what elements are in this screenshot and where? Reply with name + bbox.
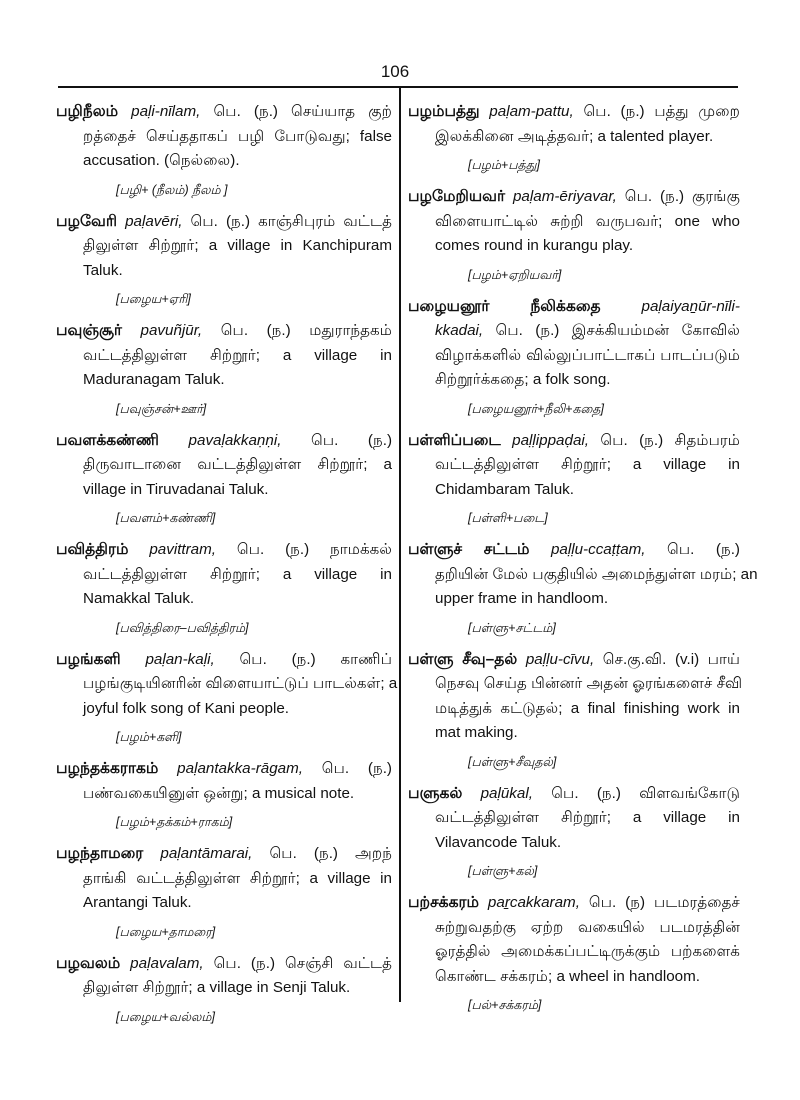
entry-line [56, 842, 392, 867]
entry-line [56, 125, 392, 150]
entry-line [56, 538, 392, 563]
transliteration: paḷḷippaḍai, [512, 431, 589, 449]
entry-line [56, 697, 392, 722]
entry-line [56, 757, 392, 782]
definition-text: joyful folk song of Kani people. [83, 699, 290, 717]
dictionary-entry [56, 100, 392, 200]
entry-line [408, 538, 740, 563]
entry-line [408, 319, 740, 344]
entry-line [56, 259, 392, 284]
entry-line [408, 721, 740, 746]
transliteration: paḷantakka-rāgam, [177, 760, 303, 777]
definition-text: சிற்றூர்க்கதை; a folk song. [435, 371, 611, 388]
headword: பள்ளிப்படை [408, 431, 501, 449]
definition-text: பெ. (ந) படமரத்தைச் [588, 894, 740, 911]
definition-text: பெ. (ந.) நாமக்கல் [236, 541, 392, 558]
etymology: [பழையனூர்+நீலி+கதை] [468, 401, 604, 416]
etymology: [பள்ளு+சீவுதல்] [468, 754, 557, 769]
headword: பழங்களி [56, 650, 121, 668]
entry-line [408, 344, 740, 369]
page-number: 106 [380, 62, 410, 81]
entry-line [408, 125, 740, 150]
definition-text: வட்டத்திலுள்ள சிற்றூர்; a village in [83, 565, 392, 583]
entry-line [408, 478, 740, 503]
etymology: [பவுஞ்சன்+ஊர்] [116, 401, 207, 416]
definition-text: பெ. (ந.) [321, 760, 392, 777]
entry-line [408, 697, 740, 722]
transliteration: paḷi-nīlam, [131, 103, 201, 120]
dictionary-entry [56, 757, 392, 832]
entry-line [56, 429, 392, 454]
entry-line [56, 344, 392, 369]
entry-line [56, 210, 392, 235]
headword: பவுஞ்சூர் [56, 322, 122, 339]
entry-line [408, 587, 740, 612]
definition-text: கொண்ட சக்கரம்; a wheel in handloom. [435, 967, 700, 985]
definition-text: வட்டத்திலுள்ள சிற்றூர்; a village in [83, 346, 392, 364]
definition-text: பெ. (ந.) காணிப் [239, 650, 392, 668]
entry-line [408, 234, 740, 259]
transliteration: paḷḷu-ccaṭṭam, [550, 541, 646, 558]
dictionary-entry [408, 185, 740, 285]
dictionary-entry [56, 429, 392, 529]
left-column [56, 100, 398, 1037]
definition-text: Maduranagam Taluk. [83, 371, 225, 388]
definition-text: வட்டத்திலுள்ள சிற்றூர்; a village in [435, 456, 740, 473]
definition-text: ஓரத்தில் அமைக்கப்பட்டிருக்கும் பற்களைக் [435, 943, 740, 960]
headword: பழம்பத்து [408, 103, 480, 120]
entry-line [56, 867, 392, 892]
dictionary-entry [408, 429, 740, 529]
dictionary-entry [408, 782, 740, 882]
entry-line [408, 965, 740, 990]
definition-text: திலுள்ள சிற்றூர்; a village in Senji Taluk. [83, 979, 351, 996]
entry-line [408, 368, 740, 393]
headword: பழமேறியவர் [408, 188, 506, 205]
entry-line [408, 210, 740, 235]
definition-text: village in Tiruvadanai Taluk. [83, 480, 269, 498]
transliteration: paḷaiyaṉūr-nīli- [641, 297, 740, 315]
entry-line [56, 648, 392, 673]
definition-text: பழங்குடியினரின் விளையாட்டுப் பாடல்கள்; a [83, 675, 398, 692]
entry-line [408, 100, 740, 125]
dictionary-entry [56, 952, 392, 1027]
entry-line [56, 952, 392, 977]
transliteration: paḷavēri, [125, 212, 183, 230]
etymology: [பழைய+வல்லம்] [116, 1009, 215, 1024]
headword: பழந்தாமரை [56, 845, 144, 862]
etymology: [பள்ளு+சட்டம்] [468, 620, 556, 635]
entry-line [408, 891, 740, 916]
headword: பழவலம் [56, 954, 121, 972]
entry-line [408, 429, 740, 454]
entry-line [56, 368, 392, 393]
transliteration: paḷam-pattu, [489, 103, 574, 120]
entry-line [408, 453, 740, 478]
definition-text: பெ. (ந.) செஞ்சி வட்டத் [213, 954, 392, 972]
entry-line [56, 782, 392, 807]
dictionary-entry [56, 210, 392, 310]
entry-line [56, 672, 398, 697]
definition-text: comes round in kurangu play. [435, 237, 634, 254]
definition-text: Chidambaram Taluk. [435, 480, 574, 498]
entry-line [56, 891, 392, 916]
entry-line [56, 149, 392, 174]
entry-line [56, 234, 392, 259]
transliteration: paḷantāmarai, [160, 845, 253, 862]
entry-line [408, 563, 758, 588]
definition-text: பெ. (ந.) விளவங்கோடு [551, 784, 740, 802]
etymology: [பள்ளி+படை] [468, 511, 548, 525]
entry-line [408, 185, 740, 210]
etymology: [பழைய+தாமரை] [116, 924, 216, 939]
etymology: [பல்+சக்கரம்] [468, 998, 542, 1012]
transliteration: paḷḷu-cīvu, [525, 650, 595, 668]
transliteration: paḷavalam, [130, 954, 204, 972]
definition-text: செ.கு.வி. (v.i) பாய் [602, 650, 740, 668]
definition-text: திருவாடானை வட்டத்திலுள்ள சிற்றூர்; a [83, 456, 392, 473]
definition-text: பெ. (ந.) [667, 541, 740, 558]
definition-text: accusation. (நெல்லை). [83, 152, 240, 169]
transliteration: paḷūkal, [480, 784, 533, 802]
definition-text: mat making. [435, 724, 518, 741]
entry-line [408, 672, 743, 697]
header-rule [58, 86, 738, 88]
headword: பற்சக்கரம் [408, 894, 479, 911]
definition-text: நெசவு செய்த பின்னர் அதன் ஓரங்களைச் சீவி [435, 675, 743, 692]
definition-text: பண்வகையினுள் ஒன்று; a musical note. [83, 784, 355, 802]
entry-line [408, 916, 740, 941]
definition-text: பெ. (ந.) [311, 431, 392, 449]
definition-text: சுற்றுவதற்கு ஏற்ற வகையில் படமரத்தின் [435, 918, 740, 936]
definition-text: பெ. (ந.) செய்யாத குற் [213, 103, 392, 120]
transliteration: paḷam-ēriyavar, [512, 188, 617, 205]
headword: பழிநீலம் [56, 103, 119, 120]
dictionary-entry [408, 648, 743, 772]
definition-text: மடித்துக் கட்டுதல்; a final finishing work in [435, 699, 740, 717]
definition-text: Taluk. [83, 261, 123, 279]
entry-line [56, 587, 392, 612]
headword: பவளக்கண்ணி [56, 431, 159, 449]
definition-text: வட்டத்திலுள்ள சிற்றூர்; a village in [435, 809, 740, 826]
etymology: [பழி+ (நீலம்) நீலம் ] [116, 182, 228, 197]
entry-line [56, 976, 392, 1001]
definition-text: Vilavancode Taluk. [435, 833, 562, 851]
dictionary-entry [56, 648, 398, 748]
entry-line [408, 940, 740, 965]
definition-text: upper frame in handloom. [435, 590, 609, 607]
headword: பழவேரி [56, 212, 118, 230]
column-divider [399, 88, 401, 1002]
entry-line [408, 806, 740, 831]
entry-line [408, 295, 740, 320]
definition-text: இலக்கினை அடித்தவர்; a talented player. [435, 127, 714, 145]
headword: பளுகல் [408, 784, 463, 802]
definition-text: தாங்கி வட்டத்திலுள்ள சிற்றூர்; a village in [83, 869, 392, 887]
etymology: [பழம்+பத்து] [468, 158, 540, 172]
definition-text: பெ. (ந.) சிதம்பரம் [600, 431, 740, 449]
entry-line [408, 782, 740, 807]
definition-text: றத்தைச் செய்ததாகப் பழி போடுவது; false [83, 127, 392, 145]
definition-text: பெ. (ந.) காஞ்சிபுரம் வட்டத் [190, 212, 392, 230]
dictionary-entry [408, 295, 740, 419]
definition-text: விளையாட்டில் சுற்றி வருபவர்; one who [435, 212, 740, 230]
transliteration: pavittram, [149, 541, 217, 558]
etymology: [பழம்+தக்கம்+ராகம்] [116, 815, 233, 829]
headword: பள்ளுச் சட்டம் [408, 541, 530, 558]
transliteration: pavuñjūr, [140, 322, 203, 339]
definition-text: விழாக்களில் வில்லுப்பாட்டாகப் பாடப்படும் [435, 346, 740, 364]
definition-text: பெ. (ந.) மதுராந்தகம் [220, 322, 392, 339]
entry-line [408, 831, 740, 856]
right-column [408, 100, 758, 1025]
etymology: [பழைய+ஏரி] [116, 292, 191, 306]
definition-text: தறியின் மேல் பகுதியில் அமைந்துள்ள மரம்; an [435, 565, 758, 583]
transliteration: pavaḷakkaṇṇi, [188, 431, 282, 449]
headword: பவித்திரம் [56, 541, 129, 558]
entry-line [56, 453, 392, 478]
entry-line [408, 648, 740, 673]
headword: பள்ளு சீவு–தல் [408, 650, 518, 668]
entry-line [56, 100, 392, 125]
dictionary-entry [56, 319, 392, 419]
etymology: [பழம்+ஏறியவர்] [468, 267, 562, 282]
transliteration: kkadai, [435, 322, 484, 339]
entry-line [56, 478, 392, 503]
transliteration: paṟcakkaram, [487, 894, 580, 911]
definition-text: Namakkal Taluk. [83, 590, 195, 607]
dictionary-entry [408, 538, 758, 638]
definition-text: பெ. (ந.) பத்து முறை [583, 103, 740, 120]
definition-text: பெ. (ந.) இசக்கியம்மன் கோவில் [495, 322, 740, 339]
dictionary-entry [56, 538, 392, 638]
definition-text: திலுள்ள சிற்றூர்; a village in Kanchipuram [83, 237, 392, 254]
etymology: [பழம்+களி] [116, 730, 182, 744]
definition-text: பெ. (ந.) அறந் [269, 845, 392, 862]
entry-line [56, 319, 392, 344]
etymology: [பவளம்+கண்ணி] [116, 511, 216, 525]
headword: பழந்தக்கராகம் [56, 760, 159, 777]
entry-line [56, 563, 392, 588]
definition-text: Arantangi Taluk. [83, 894, 192, 911]
transliteration: paḷan-kaḷi, [145, 650, 215, 668]
dictionary-entry [408, 891, 740, 1015]
etymology: [பள்ளு+கல்] [468, 864, 538, 878]
definition-text: பெ. (ந.) குரங்கு [624, 188, 740, 205]
headword: பழையனூர் நீலிக்கதை [408, 297, 601, 315]
dictionary-entry [408, 100, 740, 175]
dictionary-entry [56, 842, 392, 942]
etymology: [பவித்திரை–பவித்திரம்] [116, 620, 249, 635]
